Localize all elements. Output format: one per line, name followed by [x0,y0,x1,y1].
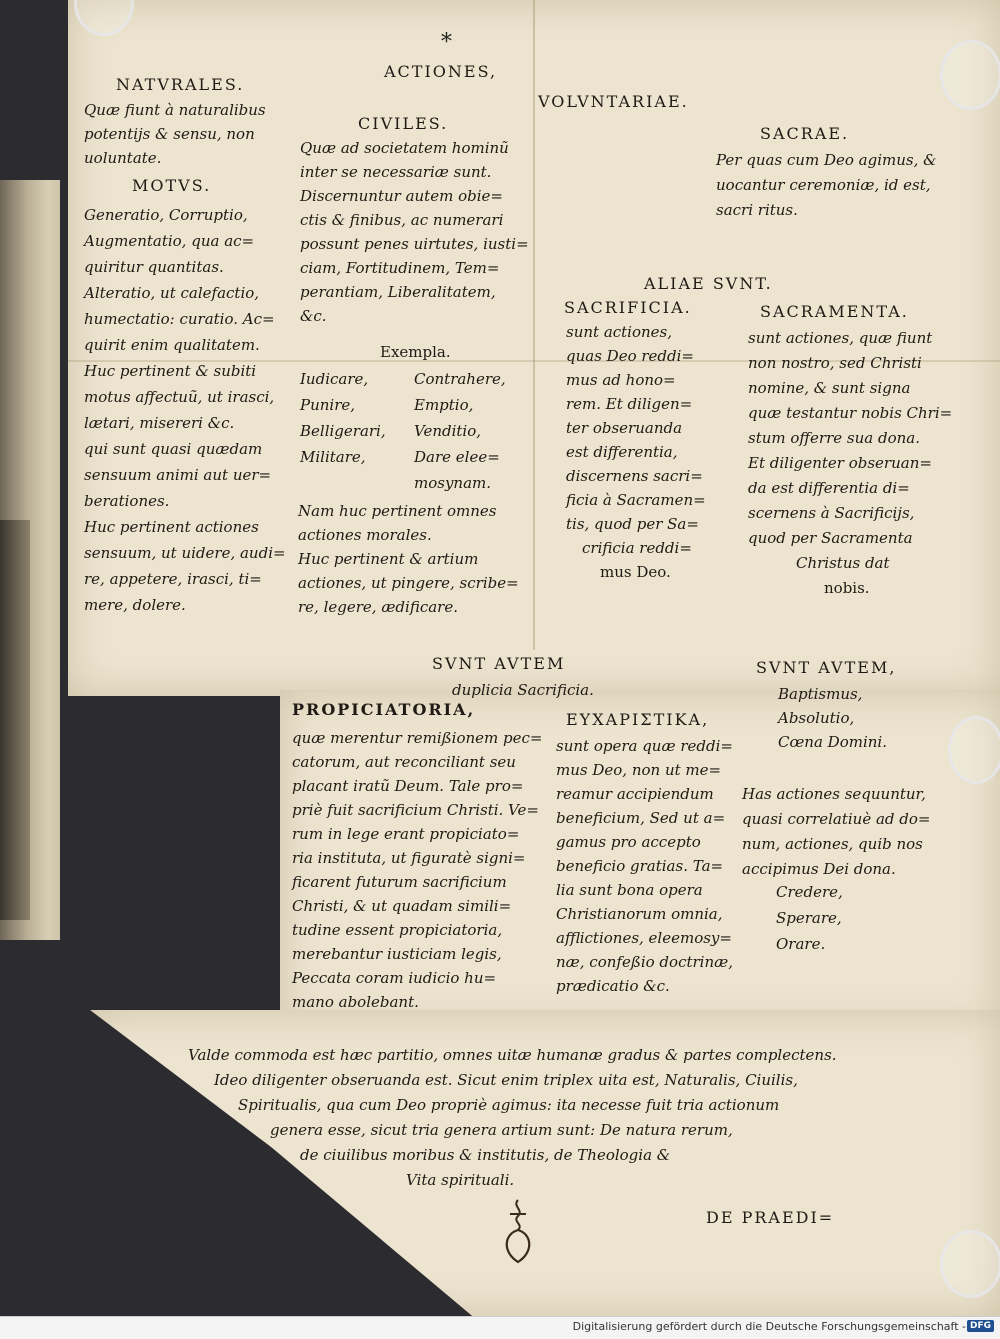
text-line: scernens à Sacrificijs, [748,504,915,522]
text-line: Belligerari, [300,422,386,440]
text-line: stum offerre sua dona. [748,429,920,447]
text-line: ficia à Sacramen= [566,491,706,509]
text-line: discernens sacri= [566,467,703,485]
text-line: placant iratũ Deum. Tale pro= [292,777,524,795]
text-line: quæ testantur nobis Chri= [748,404,953,422]
text-line: Spiritualis, qua cum Deo propriè agimus: ita necesse fuit tria actionum [238,1096,780,1114]
text-line: da est differentia di= [748,479,910,497]
heading-motus: MOTVS. [132,176,212,195]
heading-voluntariae: VOLVNTARIAE. [538,92,689,111]
text-line: actiones, ut pingere, scribe= [298,574,519,592]
text-line: quirit enim qualitatem. [84,336,260,354]
text-line: Generatio, Corruptio, [84,206,248,224]
glass-weight-bottom-right [940,1230,1000,1298]
book-edge-shadow [0,520,30,920]
catchword: DE PRAEDI= [706,1208,835,1227]
text-line: nobis. [824,579,870,597]
text-line: ciam, Fortitudinem, Tem= [300,259,500,277]
text-line: re, appetere, irasci, ti= [84,570,262,588]
text-line: mere, dolere. [84,596,186,614]
text-line: prædicatio &c. [556,977,670,995]
heading-sunt-autem-sacramenta: SVNT AVTEM, [756,658,897,677]
text-line: mano abolebant. [292,993,419,1011]
text-line: Huc pertinent & subiti [84,362,257,380]
text-line: Augmentatio, qua ac= [84,232,255,250]
text-line: perantiam, Liberalitatem, [300,283,496,301]
text-line: berationes. [84,492,170,510]
heading-civiles: CIVILES. [358,114,449,133]
text-line: lia sunt bona opera [556,881,703,899]
text-line: Cœna Domini. [778,733,887,751]
text-line: Nam huc pertinent omnes [298,502,497,520]
text-line: quod per Sacramenta [748,529,913,547]
glass-weight-top-right [940,40,1000,110]
text-line: uoluntate. [84,149,162,167]
text-line: motus affectuũ, ut irasci, [84,388,275,406]
text-line: mus ad hono= [566,371,676,389]
text-line: beneficio gratias. Ta= [556,857,724,875]
text-line: sunt opera quæ reddi= [556,737,733,755]
text-line: possunt penes uirtutes, iusti= [300,235,529,253]
paper-fold-vertical [533,0,535,650]
text-line: sensuum animi aut uer= [84,466,272,484]
heading-eucharistika: ΕΥΧΑΡΙΣΤΙΚΑ, [566,710,710,729]
text-line: lætari, misereri &c. [84,414,235,432]
text-line: Per quas cum Deo agimus, & [716,151,937,169]
star-ornament: * [441,30,452,55]
text-line: sunt actiones, quæ fiunt [748,329,933,347]
text-line: merebantur iusticiam legis, [292,945,502,963]
text-line: ctis & finibus, ac numerari [300,211,504,229]
heading-actiones: ACTIONES, [384,62,498,81]
digitization-footer [0,1316,1000,1339]
text-line: Discernuntur autem obie= [300,187,503,205]
text-line: Venditio, [414,422,482,440]
text-line: catorum, aut reconciliant seu [292,753,516,771]
text-line: Christus dat [796,554,890,572]
heading-propiciatoria: PROPICIATORIA, [292,700,476,719]
text-line: re, legere, ædificare. [298,598,458,616]
text-line: Quæ ad societatem hominũ [300,139,509,157]
text-line: qui sunt quasi quædam [84,440,263,458]
text-line: mus Deo, non ut me= [556,761,722,779]
text-line: rum in lege erant propiciato= [292,825,520,843]
text-line: Orare. [776,935,826,953]
text-line: ter obseruanda [566,419,683,437]
dfg-logo: DFG [967,1320,994,1332]
text-line: genera esse, sicut tria genera artium sunt: De natura rerum, [270,1121,733,1139]
text-line: tis, quod per Sa= [566,515,699,533]
heading-sacrae: SACRAE. [760,124,850,143]
text-line: actiones morales. [298,526,432,544]
text-line: Ideo diligenter obseruanda est. Sicut enim triplex uita est, Naturalis, Ciuilis, [214,1071,798,1089]
text-line: Christi, & ut quadam simili= [292,897,512,915]
text-line: Huc pertinent & artium [298,550,479,568]
text-line: nomine, & sunt signa [748,379,911,397]
text-line: Peccata coram iudicio hu= [292,969,497,987]
text-line: ficarent futurum sacrificium [292,873,507,891]
heading-sacramenta: SACRAMENTA. [760,302,909,321]
text-line: Iudicare, [300,370,369,388]
text-line: Quæ fiunt à naturalibus [84,101,266,119]
text-line: Valde commoda est hæc partitio, omnes uitæ humanæ gradus & partes complectens. [188,1046,837,1064]
heading-exempla: Exempla. [380,343,451,361]
heading-sacrificia: SACRIFICIA. [564,298,692,317]
text-line: Et diligenter obseruan= [748,454,932,472]
text-line: crificia reddi= [582,539,692,557]
text-line: tudine essent propiciatoria, [292,921,503,939]
text-line: uocantur ceremoniæ, id est, [716,176,931,194]
printer-ornament [498,1196,538,1266]
text-line: quas Deo reddi= [566,347,694,365]
text-line: Vita spirituali. [406,1171,515,1189]
text-line: Baptismus, [778,685,863,703]
text-line: accipimus Dei dona. [742,860,896,878]
text-line: gamus pro accepto [556,833,701,851]
text-line: humectatio: curatio. Ac= [84,310,275,328]
text-line: Huc pertinent actiones [84,518,259,536]
text-line: ria instituta, ut figuratè signi= [292,849,526,867]
text-line: inter se necessariæ sunt. [300,163,492,181]
heading-naturales: NATVRALES. [116,75,245,94]
heading-aliae-sunt: ALIAE SVNT. [644,274,773,293]
subheading-duplicia-sacrificia: duplicia Sacrificia. [452,681,594,699]
text-line: Credere, [776,883,843,901]
text-line: &c. [300,307,327,325]
text-line: quæ merentur remißionem pec= [292,729,543,747]
text-line: quiritur quantitas. [84,258,224,276]
text-line: næ, confeßio doctrinæ, [556,953,733,971]
text-line: Absolutio, [778,709,855,727]
text-line: Contrahere, [414,370,506,388]
text-line: mosynam. [414,474,492,492]
text-line: rem. Et diligen= [566,395,693,413]
footer-credit: Digitalisierung gefördert durch die Deutsche Forschungsgemeinschaft - [572,1320,966,1333]
text-line: de ciuilibus moribus & institutis, de Theologia & [300,1146,671,1164]
text-line: Sperare, [776,909,842,927]
text-line: Militare, [300,448,366,466]
text-line: potentijs & sensu, non [84,125,255,143]
text-line: priè fuit sacrificium Christi. Ve= [292,801,539,819]
text-line: est differentia, [566,443,678,461]
text-line: reamur accipiendum [556,785,714,803]
text-line: mus Deo. [600,563,671,581]
text-line: sacri ritus. [716,201,798,219]
text-line: sunt actiones, [566,323,673,341]
text-line: quasi correlatiuè ad do= [742,810,931,828]
text-line: num, actiones, quib nos [742,835,923,853]
text-line: non nostro, sed Christi [748,354,922,372]
text-line: beneficium, Sed ut a= [556,809,726,827]
text-line: Alteratio, ut calefactio, [84,284,260,302]
text-line: Punire, [300,396,356,414]
text-line: Dare elee= [414,448,500,466]
text-line: Has actiones sequuntur, [742,785,926,803]
text-line: sensuum, ut uidere, audi= [84,544,286,562]
glass-weight-mid-right [948,716,1000,784]
text-line: Christianorum omnia, [556,905,723,923]
text-line: Emptio, [414,396,474,414]
heading-sunt-autem-sacrificia: SVNT AVTEM [432,654,566,673]
text-line: afflictiones, eleemosy= [556,929,732,947]
